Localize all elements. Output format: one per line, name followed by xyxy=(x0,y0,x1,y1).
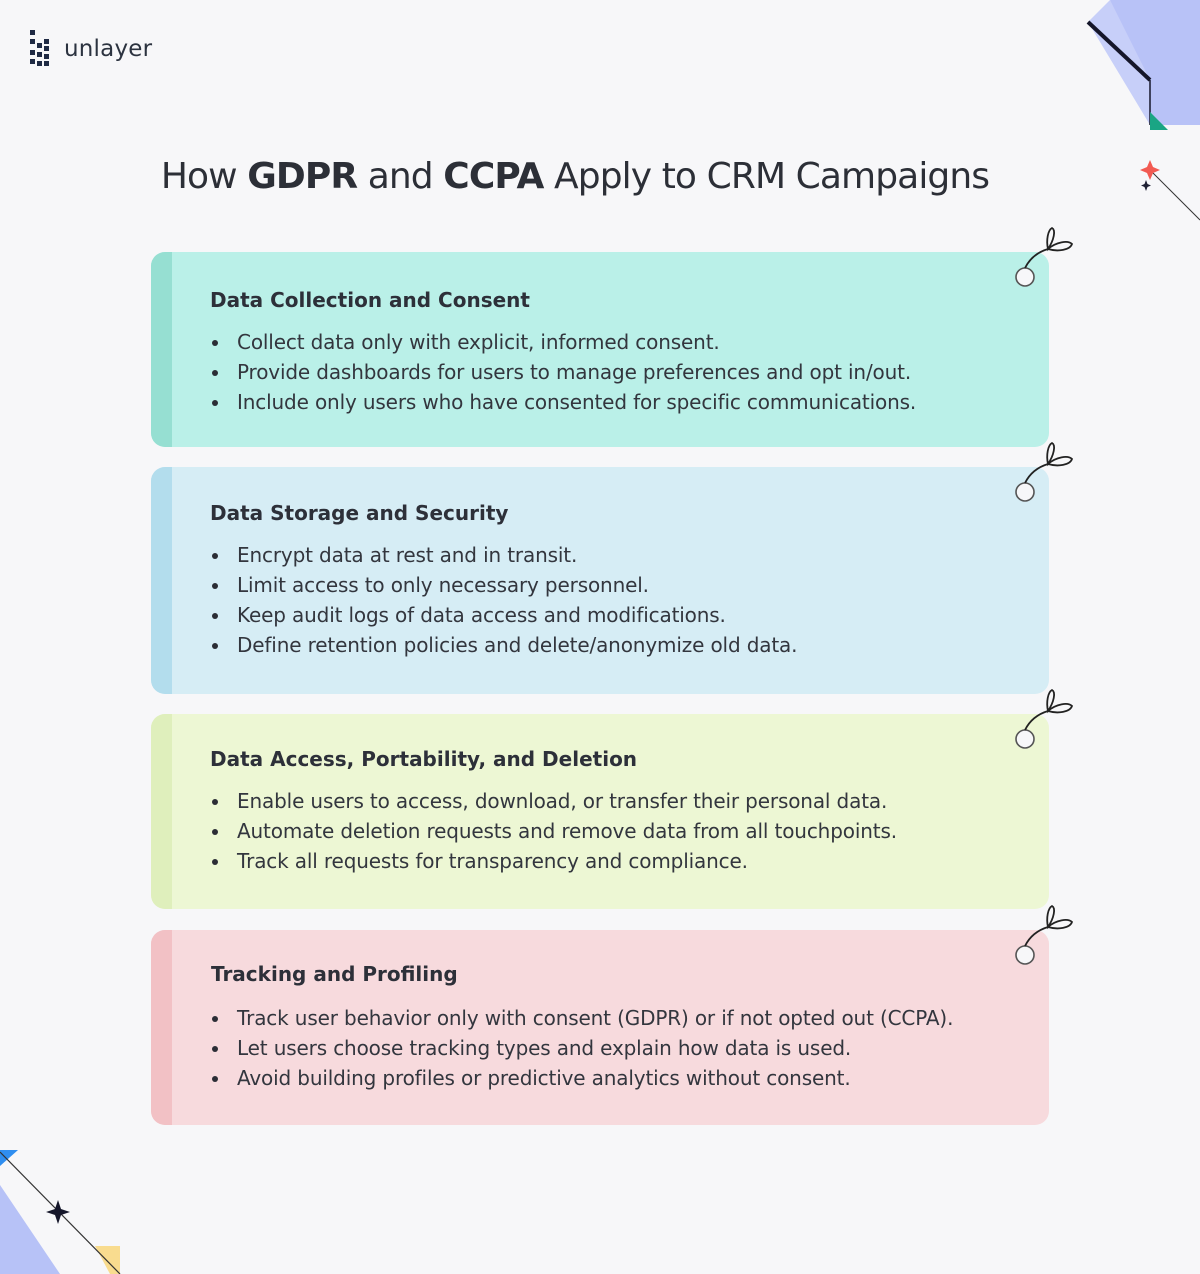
list-item: Let users choose tracking types and explain how data is used. xyxy=(210,1033,953,1063)
list-item: Enable users to access, download, or transfer their personal data. xyxy=(210,786,897,816)
title-prefix: How xyxy=(160,156,248,197)
card-heading: Data Storage and Security xyxy=(210,501,509,525)
scissors-clip-icon xyxy=(1008,222,1078,292)
brand-logo xyxy=(30,30,152,68)
card-list xyxy=(210,540,797,660)
list-item: Collect data only with explicit, informed consent. xyxy=(210,327,916,357)
title-middle: and xyxy=(357,156,444,197)
card-heading: Data Access, Portability, and Deletion xyxy=(210,747,638,771)
card-list xyxy=(210,327,916,417)
sparkle-star-icon xyxy=(46,1200,70,1224)
list-item: Track user behavior only with consent (GDPR) or if not opted out (CCPA). xyxy=(210,1003,953,1033)
card-tracking-profiling xyxy=(151,930,1049,1125)
card-list xyxy=(210,786,897,876)
title-ccpa: CCPA xyxy=(443,156,544,197)
title-gdpr: GDPR xyxy=(247,156,358,197)
list-item: Keep audit logs of data access and modifications. xyxy=(210,600,797,630)
card-accent-bar xyxy=(151,467,172,694)
unlayer-logo-icon xyxy=(30,30,56,68)
list-item: Avoid building profiles or predictive analytics without consent. xyxy=(210,1063,953,1093)
card-data-collection xyxy=(151,252,1049,447)
corner-decoration-top-right xyxy=(1080,0,1200,230)
corner-decoration-bottom-left xyxy=(0,1150,125,1274)
card-data-storage xyxy=(151,467,1049,694)
list-item: Encrypt data at rest and in transit. xyxy=(210,540,797,570)
list-item: Define retention policies and delete/anonymize old data. xyxy=(210,630,797,660)
page-title xyxy=(0,156,1150,197)
card-accent-bar xyxy=(151,714,172,909)
card-accent-bar xyxy=(151,252,172,447)
list-item: Limit access to only necessary personnel. xyxy=(210,570,797,600)
title-suffix: Apply to CRM Campaigns xyxy=(543,156,990,197)
card-data-access xyxy=(151,714,1049,909)
card-heading: Data Collection and Consent xyxy=(210,288,530,312)
card-accent-bar xyxy=(151,930,172,1125)
list-item: Provide dashboards for users to manage preferences and opt in/out. xyxy=(210,357,916,387)
card-list xyxy=(210,1003,953,1093)
card-heading: Tracking and Profiling xyxy=(211,962,458,986)
list-item: Track all requests for transparency and compliance. xyxy=(210,846,897,876)
scissors-clip-icon xyxy=(1008,684,1078,754)
sparkle-star-icon xyxy=(1141,180,1151,191)
list-item: Automate deletion requests and remove data from all touchpoints. xyxy=(210,816,897,846)
brand-name: unlayer xyxy=(64,36,153,62)
scissors-clip-icon xyxy=(1008,437,1078,507)
list-item: Include only users who have consented for specific communications. xyxy=(210,387,916,417)
scissors-clip-icon xyxy=(1008,900,1078,970)
